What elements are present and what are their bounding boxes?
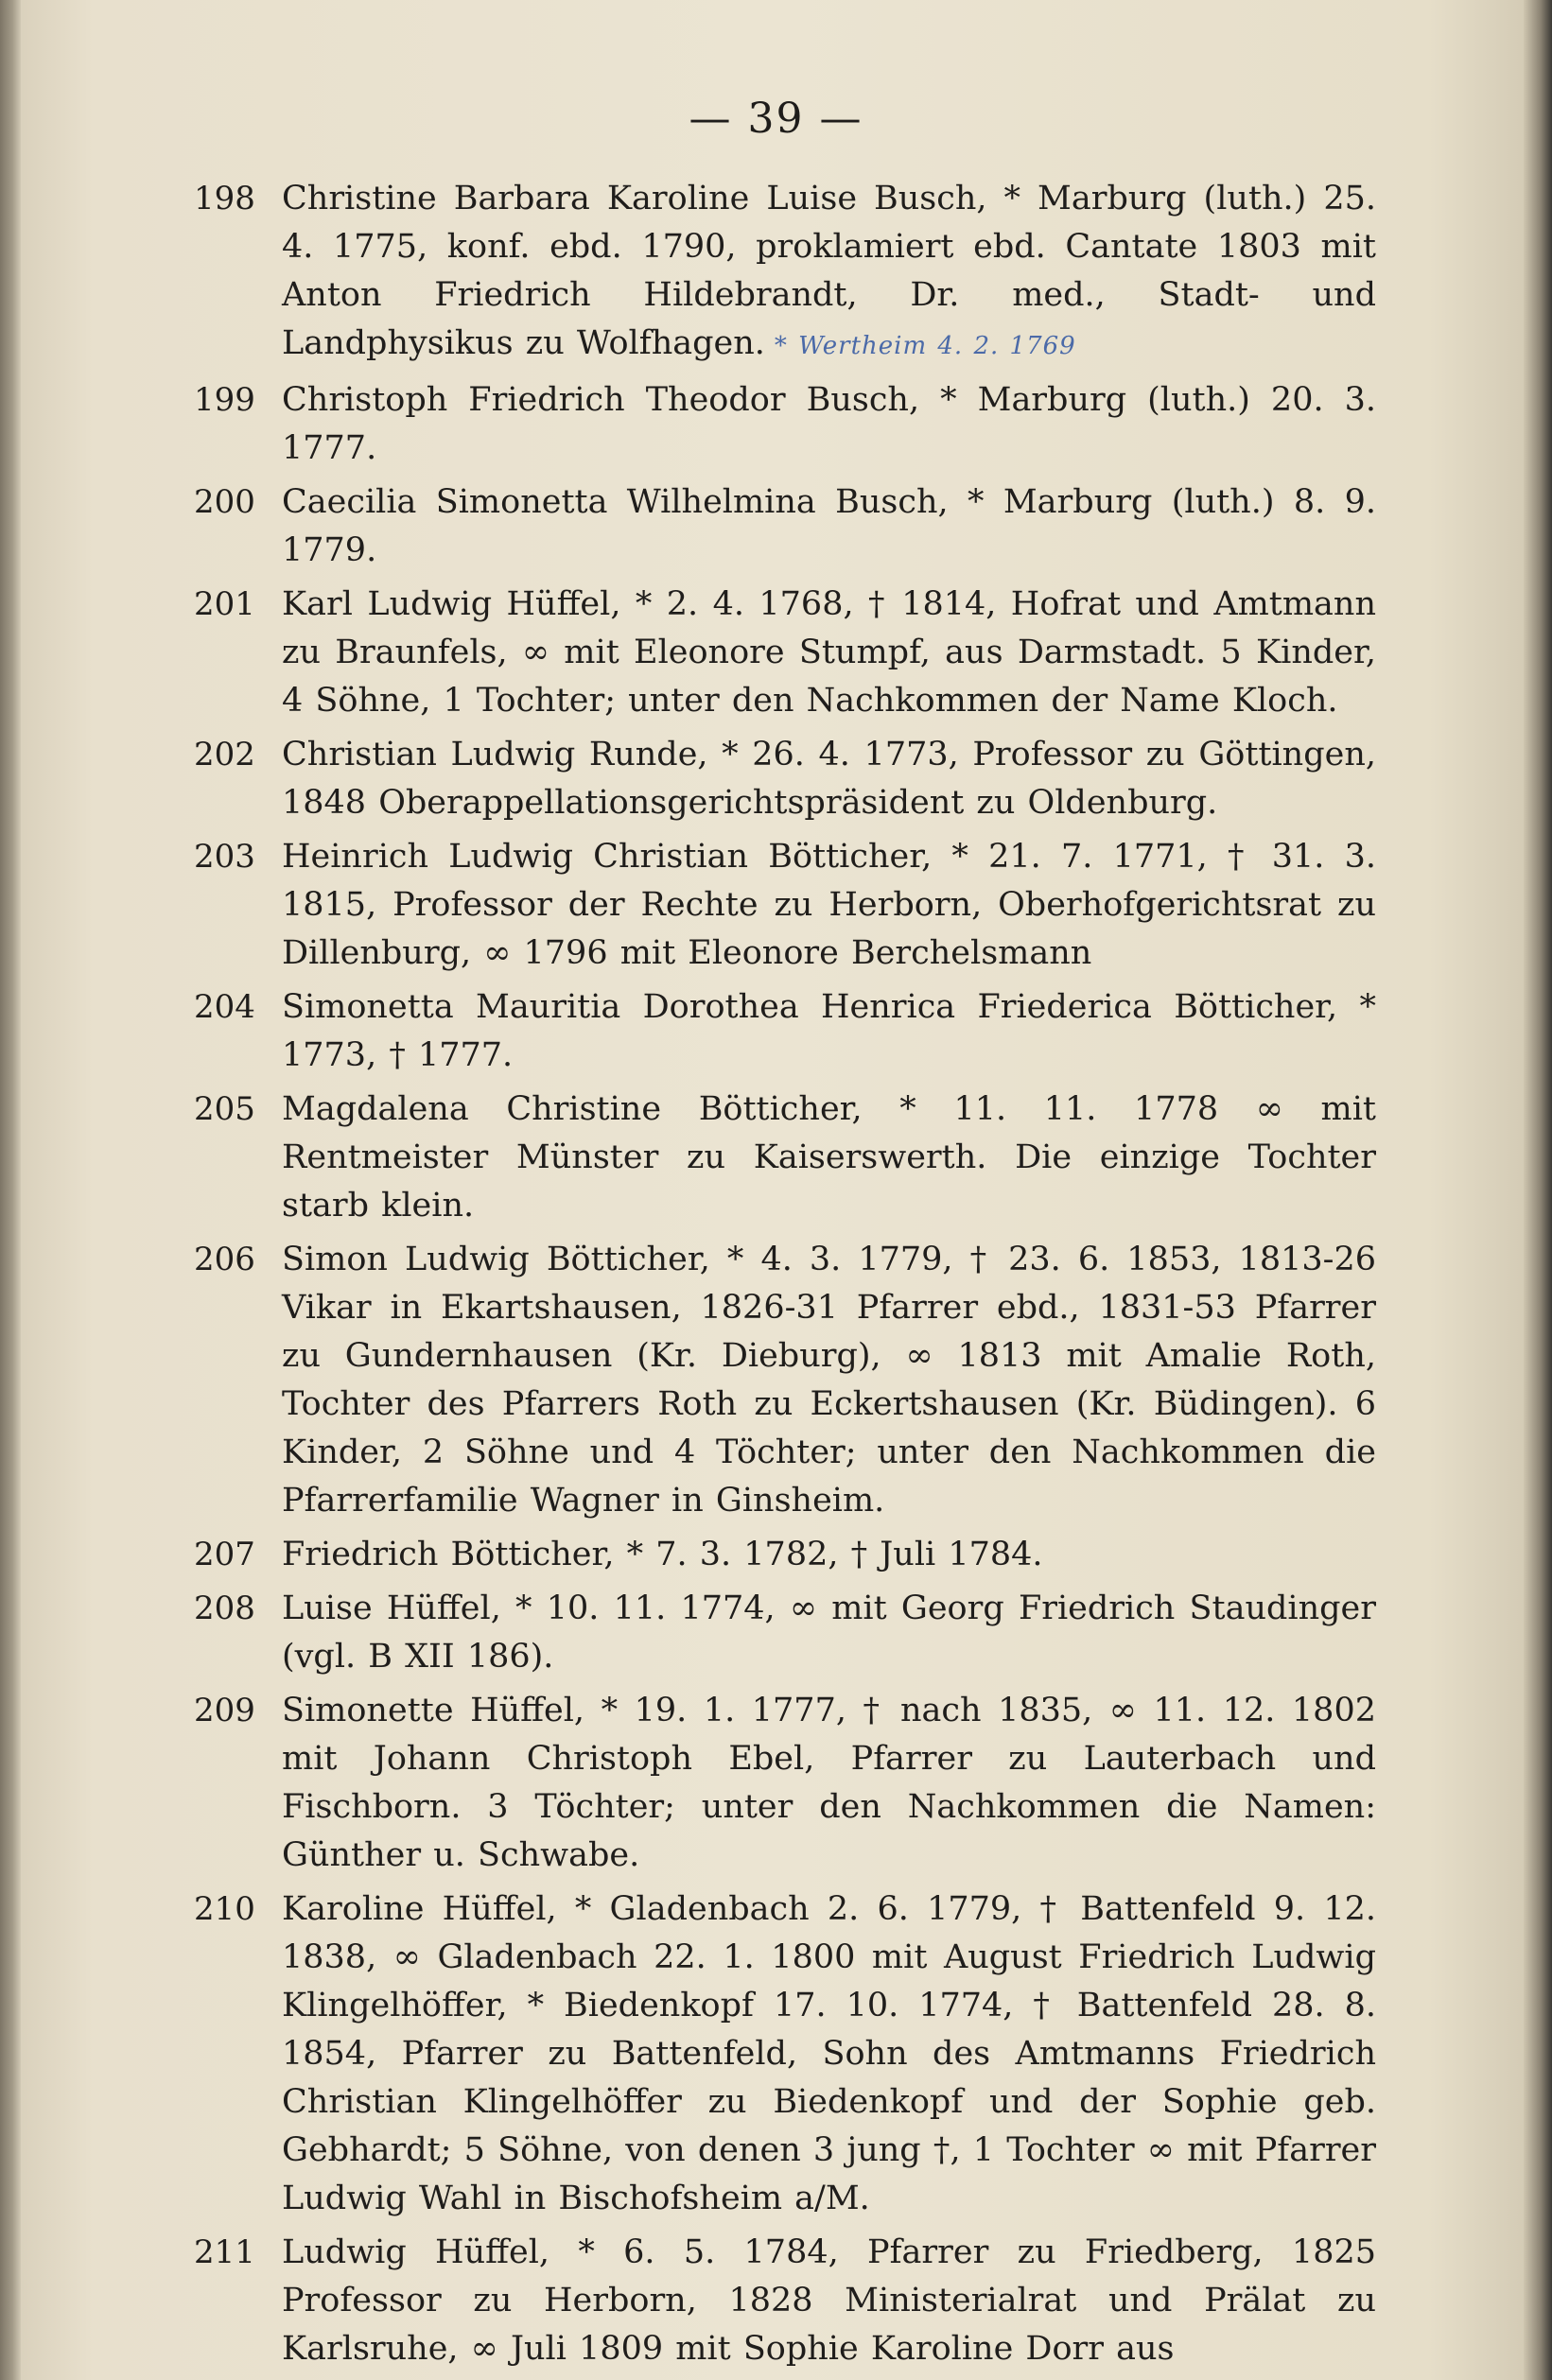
entry-text: Christine Barbara Karoline Luise Busch, * Marburg (luth.) 25. 4. 1775, konf. ebd. 1790, proklamiert ebd. Cantate 1803 mit Anton Friedrich Hildebrandt, Dr. med., Stadt- und Landphysikus zu Wolfhagen. bbox=[282, 180, 1376, 362]
entry-202 bbox=[194, 731, 1376, 827]
entry-206 bbox=[194, 1236, 1376, 1525]
entry-199 bbox=[194, 376, 1376, 473]
entry-number: 208 bbox=[194, 1590, 255, 1627]
genealogy-entries bbox=[194, 175, 1376, 2379]
entry-number: 206 bbox=[194, 1241, 255, 1278]
entry-text: Simonetta Mauritia Dorothea Henrica Friederica Bötticher, * 1773, † 1777. bbox=[282, 988, 1376, 1074]
entry-201 bbox=[194, 581, 1376, 725]
entry-number: 209 bbox=[194, 1692, 255, 1729]
entry-number: 200 bbox=[194, 483, 255, 521]
entry-text: Simon Ludwig Bötticher, * 4. 3. 1779, † 23. 6. 1853, 1813-26 Vikar in Ekartshausen, 1826-31 Pfarrer ebd., 1831-53 Pfarrer zu Gundernhausen (Kr. Dieburg), ∞ 1813 mit Amalie Roth, Tochter des Pfarrers Roth zu Eckertshausen (Kr. Büdingen). 6 Kinder, 2 Söhne und 4 Töchter; unter den Nachkommen die Pfarrerfamilie Wagner in Ginsheim. bbox=[282, 1241, 1376, 1520]
entry-text: Karl Ludwig Hüffel, * 2. 4. 1768, † 1814, Hofrat und Amtmann zu Braunfels, ∞ mit Eleonore Stumpf, aus Darmstadt. 5 Kinder, 4 Söhne, 1 Tochter; unter den Nachkommen der Name Kloch. bbox=[282, 585, 1376, 720]
entry-text: Caecilia Simonetta Wilhelmina Busch, * Marburg (luth.) 8. 9. 1779. bbox=[282, 483, 1376, 569]
entry-number: 202 bbox=[194, 736, 255, 773]
entry-text: Luise Hüffel, * 10. 11. 1774, ∞ mit Georg Friedrich Staudinger (vgl. B XII 186). bbox=[282, 1590, 1376, 1676]
entry-200 bbox=[194, 478, 1376, 575]
entry-208 bbox=[194, 1585, 1376, 1681]
entry-203 bbox=[194, 833, 1376, 978]
entry-text: Magdalena Christine Bötticher, * 11. 11. 1778 ∞ mit Rentmeister Münster zu Kaiserswerth. Die einzige Tochter starb klein. bbox=[282, 1090, 1376, 1225]
entry-number: 199 bbox=[194, 381, 255, 419]
entry-text: Ludwig Hüffel, * 6. 5. 1784, Pfarrer zu Friedberg, 1825 Professor zu Herborn, 1828 Ministerialrat und Prälat zu Karlsruhe, ∞ Juli 1809 mit Sophie Karoline Dorr aus bbox=[282, 2233, 1376, 2368]
page-number: — 39 — bbox=[689, 95, 863, 143]
entry-198 bbox=[194, 175, 1376, 371]
handwritten-annotation: * Wertheim 4. 2. 1769 bbox=[774, 332, 1076, 360]
entry-211 bbox=[194, 2229, 1376, 2373]
entry-text: Christoph Friedrich Theodor Busch, * Marburg (luth.) 20. 3. 1777. bbox=[282, 381, 1376, 467]
entry-number: 204 bbox=[194, 988, 255, 1026]
entry-204 bbox=[194, 983, 1376, 1080]
entry-209 bbox=[194, 1687, 1376, 1880]
entry-number: 205 bbox=[194, 1090, 255, 1128]
entry-number: 198 bbox=[194, 180, 255, 217]
entry-text: Simonette Hüffel, * 19. 1. 1777, † nach 1835, ∞ 11. 12. 1802 mit Johann Christoph Ebel, Pfarrer zu Lauterbach und Fischborn. 3 Töchter; unter den Nachkommen die Namen: Günther u. Schwabe. bbox=[282, 1692, 1376, 1874]
entry-text: Karoline Hüffel, * Gladenbach 2. 6. 1779, † Battenfeld 9. 12. 1838, ∞ Gladenbach 22. 1. 1800 mit August Friedrich Ludwig Klingelhöffer, * Biedenkopf 17. 10. 1774, † Battenfeld 28. 8. 1854, Pfarrer zu Battenfeld, Sohn des Amtmanns Friedrich Christian Klingelhöffer zu Biedenkopf und der Sophie geb. Gebhardt; 5 Söhne, von denen 3 jung †, 1 Tochter ∞ mit Pfarrer Ludwig Wahl in Bischofsheim a/M. bbox=[282, 1890, 1376, 2217]
page-edge-shadow bbox=[1524, 0, 1552, 2380]
entry-number: 203 bbox=[194, 838, 255, 876]
entry-text: Friedrich Bötticher, * 7. 3. 1782, † Juli 1784. bbox=[282, 1536, 1043, 1573]
entry-number: 201 bbox=[194, 585, 255, 623]
entry-205 bbox=[194, 1086, 1376, 1230]
entry-number: 207 bbox=[194, 1536, 255, 1573]
entry-210 bbox=[194, 1885, 1376, 2223]
entry-text: Heinrich Ludwig Christian Bötticher, * 21. 7. 1771, † 31. 3. 1815, Professor der Rechte zu Herborn, Oberhofgerichtsrat zu Dillenburg, ∞ 1796 mit Eleonore Berchelsmann bbox=[282, 838, 1376, 972]
book-binding-shadow bbox=[0, 0, 21, 2380]
entry-207 bbox=[194, 1531, 1376, 1579]
entry-text: Christian Ludwig Runde, * 26. 4. 1773, Professor zu Göttingen, 1848 Oberappellationsgerichtspräsident zu Oldenburg. bbox=[282, 736, 1376, 822]
entry-number: 210 bbox=[194, 1890, 255, 1928]
entry-number: 211 bbox=[194, 2233, 255, 2271]
